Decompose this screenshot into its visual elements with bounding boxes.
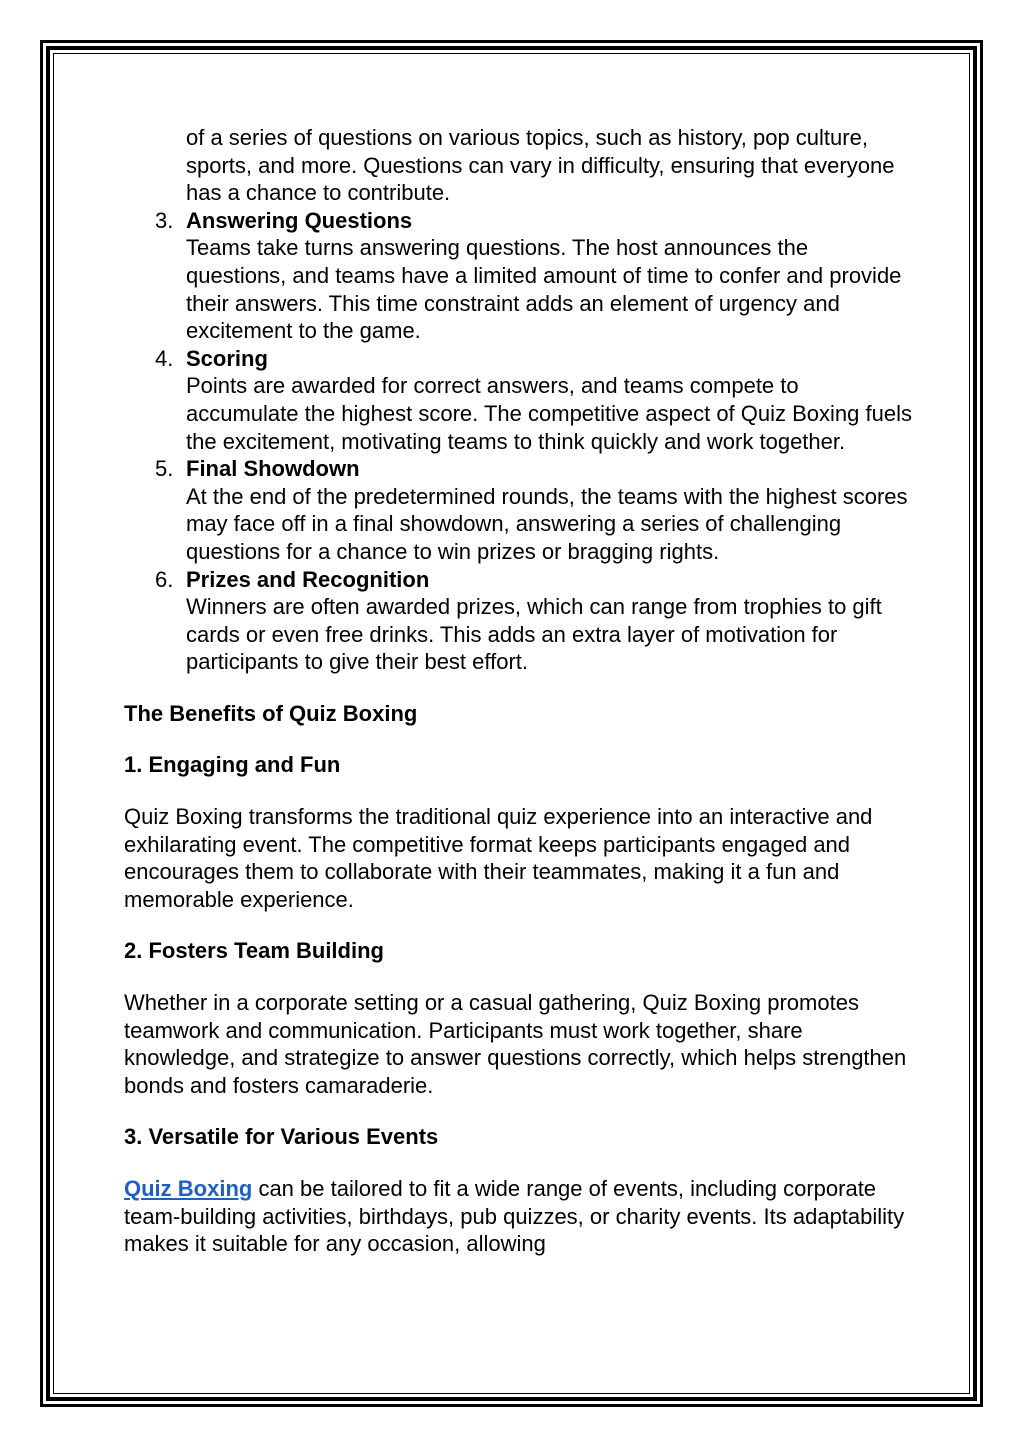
step-title: Prizes and Recognition: [186, 566, 430, 592]
step-number: 5.: [155, 456, 174, 482]
list-item: [124, 566, 914, 676]
benefit-text-engaging: Quiz Boxing transforms the traditional quiz experience into an interactive and exhilarating event. The competitive format keeps participants engaged and encourages them to collaborate with their teammates, making it a fun and memorable experience.: [124, 804, 873, 912]
step-description: Teams take turns answering questions. The host announces the questions, and teams have a limited amount of time to confer and provide their answers. This time constraint adds an element of urgency and excitement to the game.: [186, 235, 902, 344]
step-number: 4.: [155, 345, 174, 371]
step-title: Final Showdown: [186, 456, 360, 482]
benefit-title-team-building: 2. Fosters Team Building: [124, 938, 384, 964]
step-description: Winners are often awarded prizes, which can range from trophies to gift cards or even free drinks. This adds an extra layer of motivation for participants to give their best effort.: [186, 594, 882, 675]
benefit-title-versatile: 3. Versatile for Various Events: [124, 1124, 439, 1150]
list-item: [124, 455, 914, 565]
step-title: Scoring: [186, 345, 268, 371]
benefit-text-versatile: can be tailored to fit a wide range of events, including corporate team-building activities, birthdays, pub quizzes, or charity events. Its adaptability makes it suitable for any occasion, allowing: [124, 1176, 905, 1257]
quiz-boxing-link[interactable]: Quiz Boxing: [124, 1176, 253, 1201]
document-body: [124, 124, 914, 1258]
list-item: [124, 345, 914, 455]
benefits-heading: The Benefits of Quiz Boxing: [124, 700, 418, 726]
step-description: Points are awarded for correct answers, and teams compete to accumulate the highest score. The competitive aspect of Quiz Boxing fuels the excitement, motivating teams to think quickly and work together.: [186, 373, 912, 454]
steps-list: [124, 207, 914, 676]
list-item: [124, 207, 914, 345]
step-title: Answering Questions: [186, 207, 413, 233]
step-number: 3.: [155, 207, 174, 233]
benefit-text-team-building: Whether in a corporate setting or a casual gathering, Quiz Boxing promotes teamwork and communication. Participants must work together, share knowledge, and strategize to answer questions correctly, which helps strengthen bonds and fosters camaraderie.: [124, 990, 907, 1098]
step-continuation-text: of a series of questions on various topics, such as history, pop culture, sports, and more. Questions can vary in difficulty, ensuring that everyone has a chance to contribute.: [186, 125, 895, 206]
benefit-title-engaging: 1. Engaging and Fun: [124, 752, 341, 778]
step-description: At the end of the predetermined rounds, the teams with the highest scores may face off in a final showdown, answering a series of challenging questions for a chance to win prizes or bragging rights.: [186, 483, 908, 564]
step-number: 6.: [155, 566, 174, 592]
benefit-paragraph-versatile: [124, 1175, 914, 1258]
